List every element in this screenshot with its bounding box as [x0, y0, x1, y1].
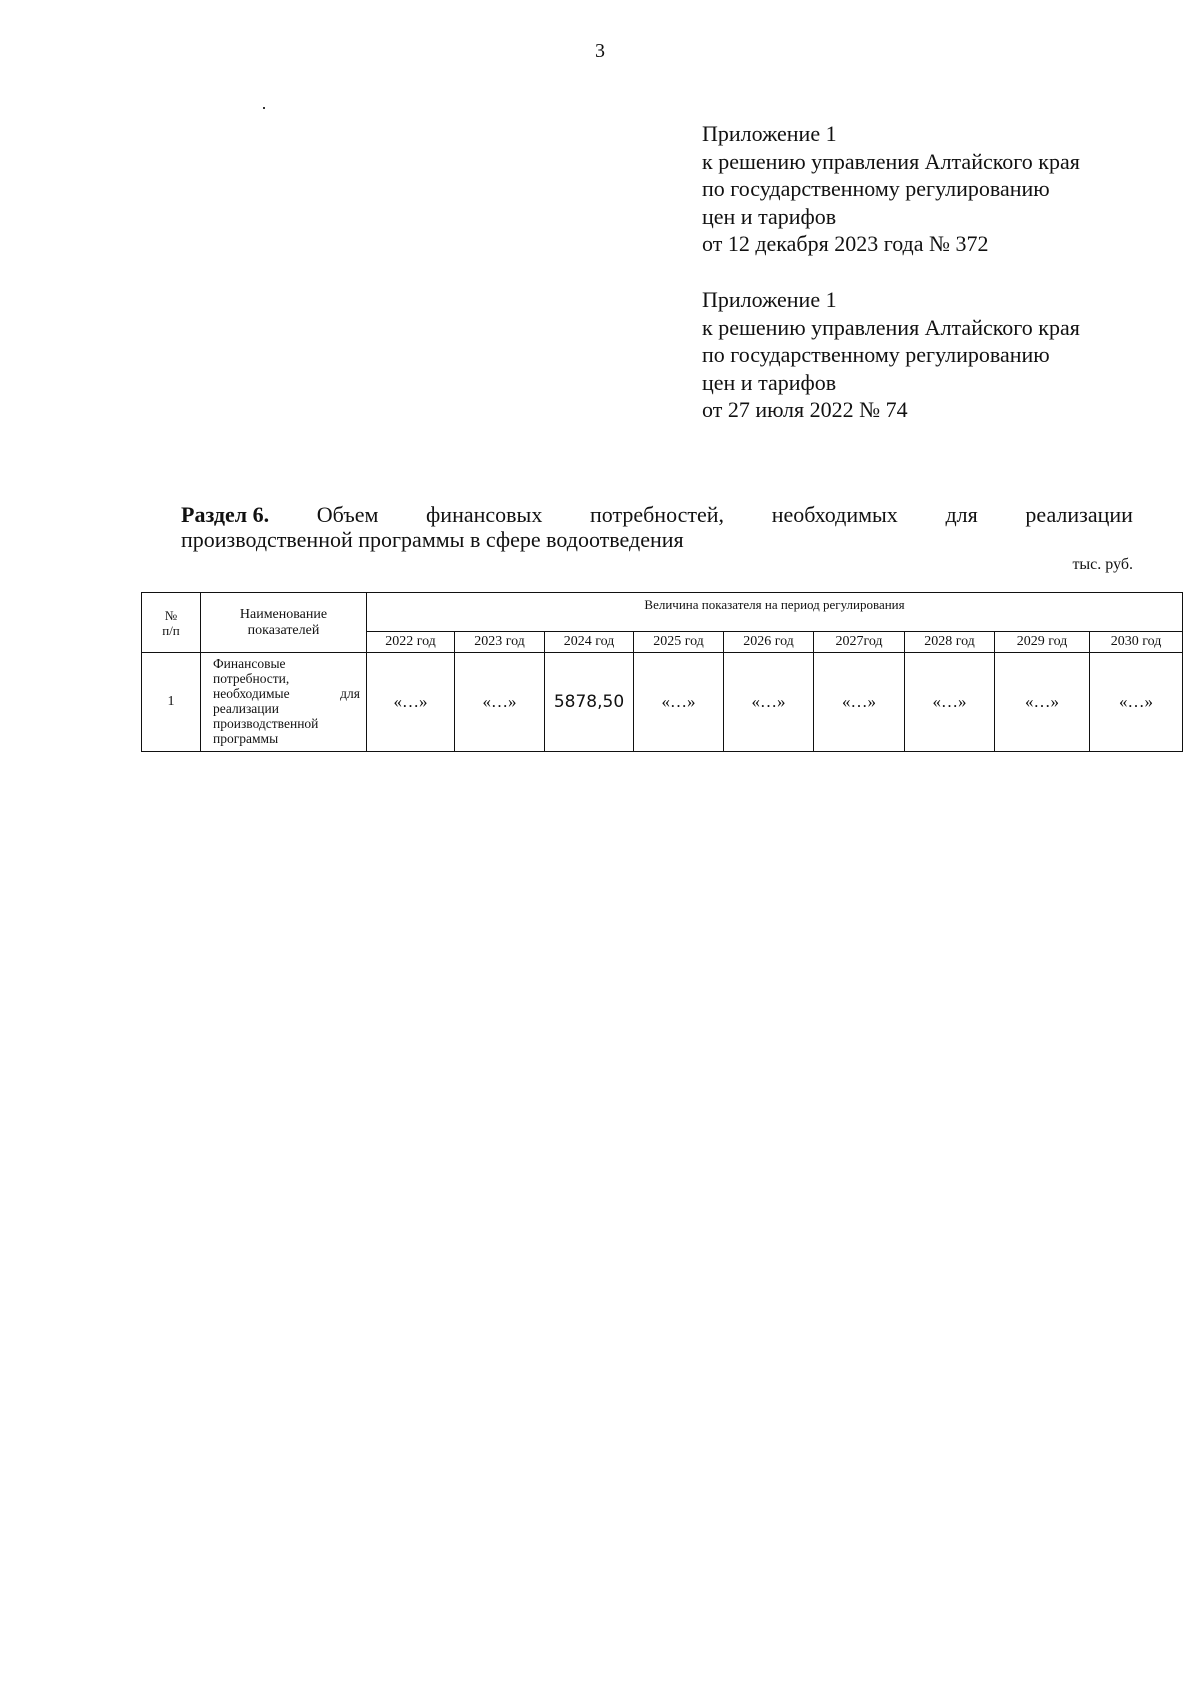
appendix-line: по государственному регулированию — [702, 342, 1050, 367]
row-name-line: производственной — [213, 716, 319, 731]
section-label: Раздел 6. — [181, 502, 270, 527]
row-value-cell: «…» — [905, 653, 995, 752]
scan-speck — [263, 107, 265, 109]
header-year: 2028 год — [905, 632, 995, 653]
header-number — [142, 593, 201, 653]
appendix-line: по государственному регулированию — [702, 176, 1050, 201]
section-heading-line1 — [181, 502, 1133, 527]
appendix-line: от 27 июля 2022 № 74 — [702, 397, 908, 422]
header-year: 2023 год — [455, 632, 545, 653]
row-name-line: программы — [213, 731, 279, 746]
table-row — [142, 653, 1183, 752]
section-heading-line2: производственной программы в сфере водоотведения — [181, 527, 684, 552]
heading-word: необходимых — [771, 502, 898, 527]
row-name-line: потребности, — [213, 671, 290, 686]
appendix-line: к решению управления Алтайского края — [702, 314, 1080, 340]
row-value-cell: «…» — [724, 653, 814, 752]
appendix-current-reference — [702, 120, 1162, 258]
heading-word: реализации — [1025, 502, 1133, 527]
row-number: 1 — [142, 653, 201, 752]
heading-word: потребностей, — [589, 502, 725, 527]
heading-word: Объем — [316, 502, 379, 527]
header-year: 2024 год — [545, 632, 634, 653]
heading-word: для — [945, 502, 978, 527]
appendix-line: Приложение 1 — [702, 287, 837, 312]
section-heading — [181, 502, 1133, 552]
row-value-cell: «…» — [1090, 653, 1183, 752]
header-year: 2022 год — [367, 632, 455, 653]
header-year: 2026 год — [724, 632, 814, 653]
row-value-cell: «…» — [814, 653, 905, 752]
row-name-line: реализации — [213, 701, 279, 716]
units-label: тыс. руб. — [1072, 556, 1133, 573]
appendix-line: от 12 декабря 2023 года № 372 — [702, 231, 989, 256]
row-value-cell: «…» — [455, 653, 545, 752]
header-year: 2029 год — [995, 632, 1090, 653]
header-number-line: п/п — [162, 622, 180, 638]
financial-needs-table — [141, 592, 1183, 752]
header-number-line: № — [164, 607, 178, 623]
appendix-line: цен и тарифов — [702, 369, 837, 395]
row-value-cell: «…» — [634, 653, 724, 752]
row-name-line: Финансовые — [213, 656, 286, 671]
header-year: 2025 год — [634, 632, 724, 653]
header-name-line: Наименование — [239, 606, 328, 622]
heading-word: финансовых — [426, 502, 543, 527]
header-name-line: показателей — [247, 622, 320, 638]
row-value-cell: «…» — [995, 653, 1090, 752]
header-indicator-name — [201, 593, 367, 653]
page-number: 3 — [595, 40, 605, 62]
header-year: 2030 год — [1090, 632, 1183, 653]
row-name-line: необходимые для — [213, 686, 360, 701]
appendix-original-reference — [702, 286, 1162, 424]
appendix-line: цен и тарифов — [702, 203, 837, 229]
row-value-cell: 5878,50 — [545, 653, 634, 752]
appendix-line: к решению управления Алтайского края — [702, 148, 1080, 174]
row-indicator-name — [201, 653, 367, 752]
appendix-line: Приложение 1 — [702, 121, 837, 146]
row-value-cell: «…» — [367, 653, 455, 752]
header-period: Величина показателя на период регулирования — [367, 593, 1183, 632]
header-year: 2027год — [814, 632, 905, 653]
